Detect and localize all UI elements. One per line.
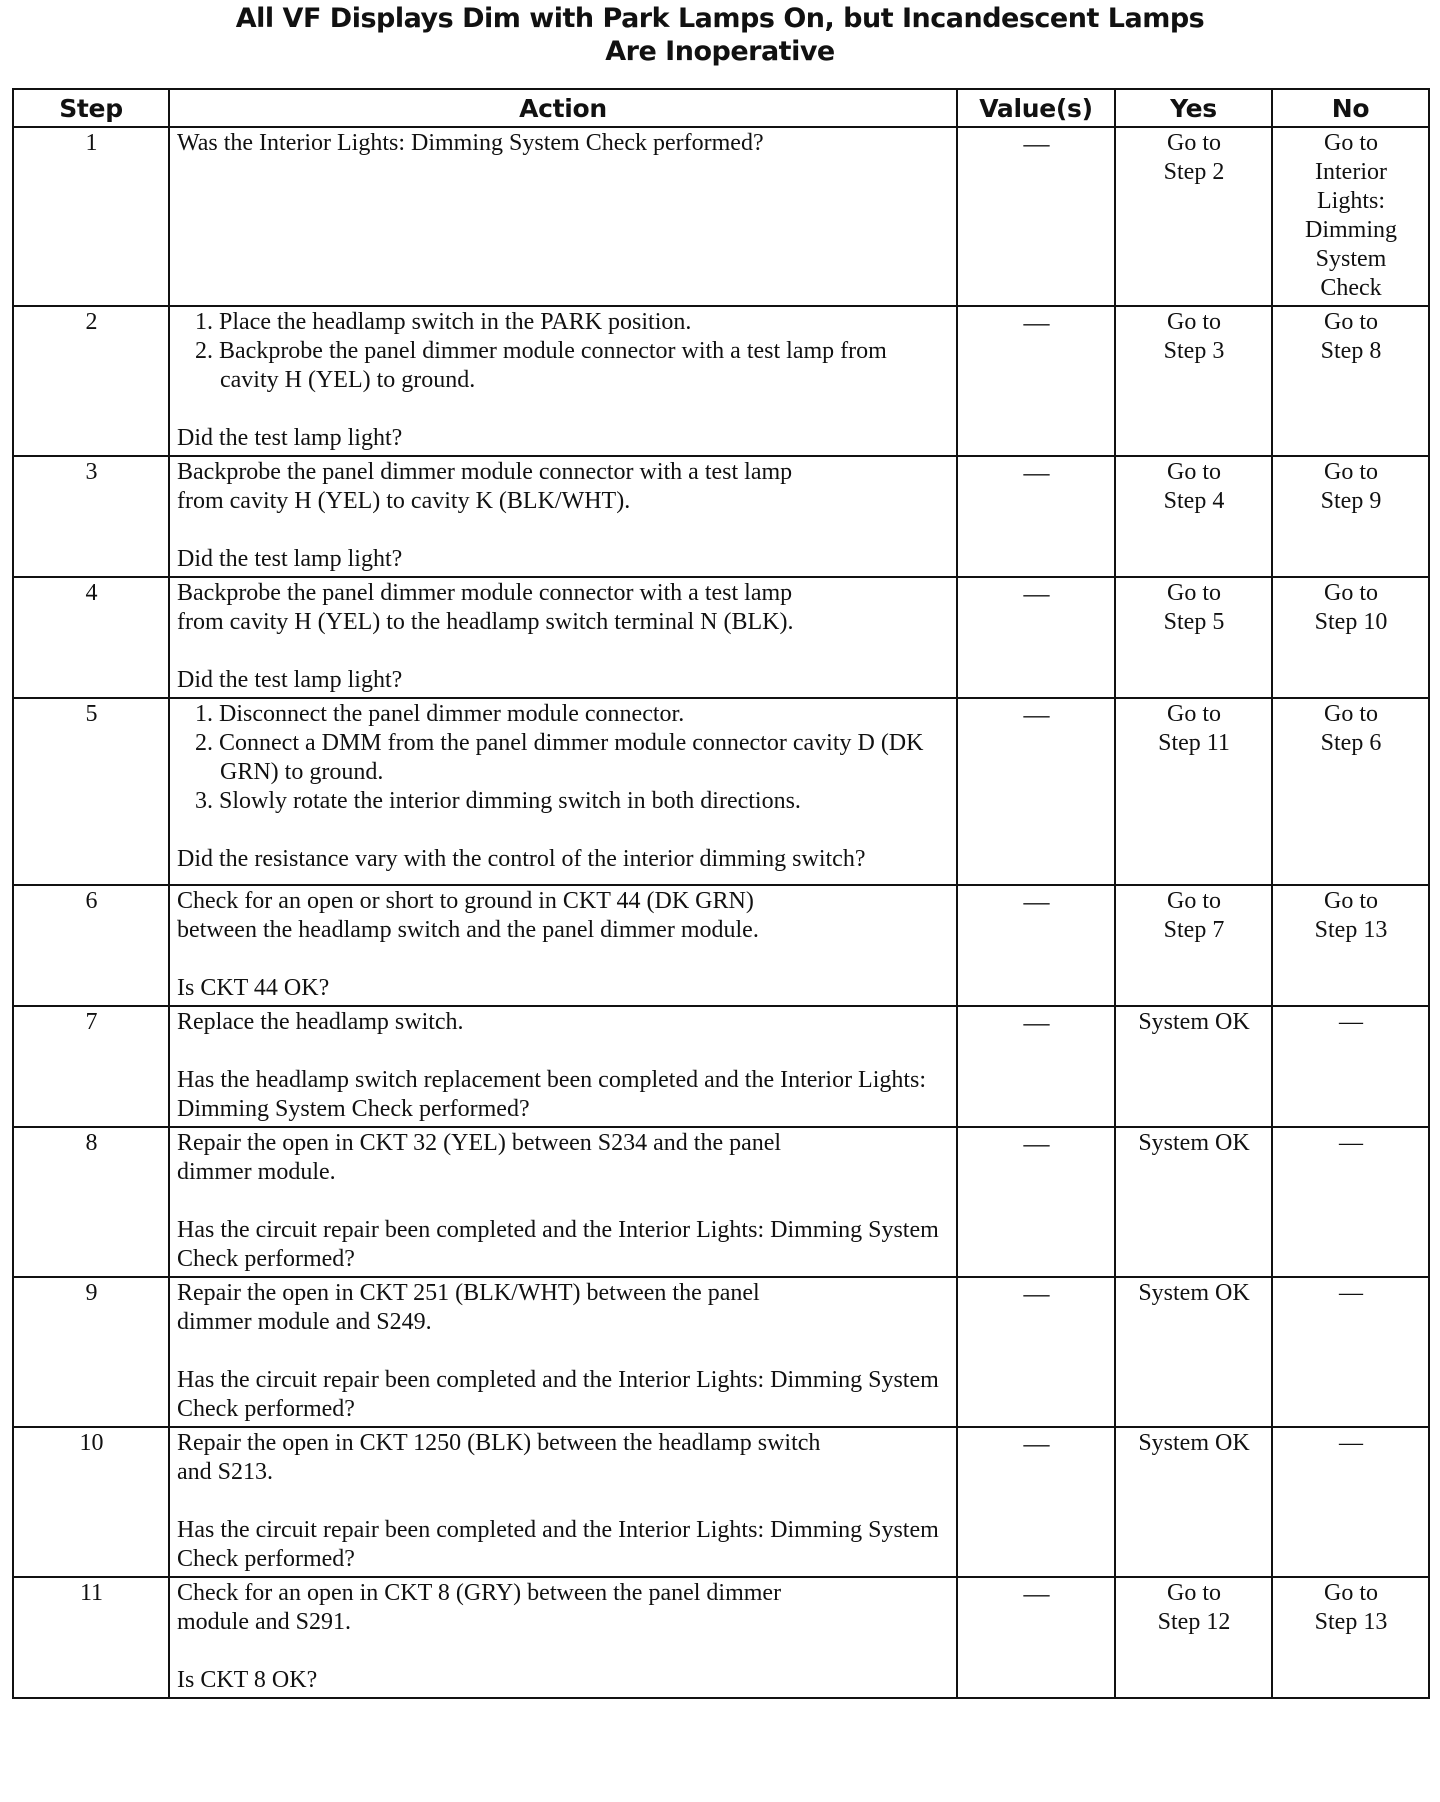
- action-question: Has the headlamp switch replacement been completed and the Interior Lights: Dimming System Check performed?: [177, 1067, 927, 1122]
- no-text-line: Go to: [1324, 130, 1378, 156]
- yes-text-line: Go to: [1167, 459, 1221, 485]
- no-text-line: Go to: [1324, 309, 1378, 335]
- action-text-line: Check for an open in CKT 8 (GRY) between the panel dimmer: [177, 1580, 782, 1606]
- table-row: [13, 1277, 1429, 1427]
- action-cell: [169, 1277, 957, 1427]
- step-number-cell: 2: [13, 306, 169, 456]
- column-header-action: Action: [169, 89, 957, 127]
- value-cell: —: [957, 127, 1115, 306]
- page-title-line-2: Are Inoperative: [605, 36, 835, 67]
- action-cell: [169, 1577, 957, 1698]
- action-text-line: Repair the open in CKT 1250 (BLK) between the headlamp switch: [177, 1430, 821, 1456]
- action-spacer: [177, 637, 950, 666]
- yes-text-line: System OK: [1138, 1280, 1250, 1306]
- action-text-line: Backprobe the panel dimmer module connector with a test lamp: [177, 459, 793, 485]
- no-cell: [1272, 306, 1429, 456]
- no-text-line: Go to: [1324, 888, 1378, 914]
- yes-cell: [1115, 306, 1272, 456]
- yes-cell: [1115, 456, 1272, 577]
- no-cell: [1272, 1427, 1429, 1577]
- yes-text-line: Step 2: [1163, 159, 1225, 185]
- action-text-line: Replace the headlamp switch.: [177, 1009, 464, 1035]
- action-cell: [169, 1127, 957, 1277]
- no-text-line: Step 8: [1320, 338, 1382, 364]
- action-text-line: module and S291.: [177, 1609, 351, 1635]
- yes-cell: [1115, 885, 1272, 1006]
- yes-text-line: Go to: [1167, 580, 1221, 606]
- action-question: Did the test lamp light?: [177, 667, 403, 693]
- action-text-line: Repair the open in CKT 251 (BLK/WHT) between the panel: [177, 1280, 760, 1306]
- table-row: [13, 885, 1429, 1006]
- table-row: [13, 306, 1429, 456]
- action-step-item: 3. Slowly rotate the interior dimming switch in both directions.: [195, 788, 801, 814]
- action-text-line: from cavity H (YEL) to the headlamp switch terminal N (BLK).: [177, 609, 794, 635]
- action-cell: [169, 577, 957, 698]
- action-question: Has the circuit repair been completed and the Interior Lights: Dimming System Check performed?: [177, 1367, 939, 1422]
- action-question: Has the circuit repair been completed and the Interior Lights: Dimming System Check performed?: [177, 1217, 939, 1272]
- no-text-line: Step 6: [1320, 730, 1382, 756]
- action-text-line: Backprobe the panel dimmer module connector with a test lamp: [177, 580, 793, 606]
- value-cell: —: [957, 698, 1115, 885]
- action-cell: [169, 1427, 957, 1577]
- yes-cell: [1115, 698, 1272, 885]
- action-spacer: [177, 516, 950, 545]
- step-number-cell: 3: [13, 456, 169, 577]
- table-row: [13, 127, 1429, 306]
- table-row: [13, 1006, 1429, 1127]
- yes-text-line: System OK: [1138, 1430, 1250, 1456]
- action-spacer: [177, 945, 950, 974]
- no-cell: [1272, 577, 1429, 698]
- no-cell: [1272, 1127, 1429, 1277]
- no-text-line: Go to: [1324, 459, 1378, 485]
- column-header-yes: Yes: [1115, 89, 1272, 127]
- yes-text-line: Step 11: [1158, 730, 1230, 756]
- step-number-cell: 1: [13, 127, 169, 306]
- yes-text-line: Go to: [1167, 701, 1221, 727]
- action-step-item: 1. Disconnect the panel dimmer module connector.: [195, 701, 685, 727]
- no-text-line: System: [1315, 246, 1387, 272]
- action-text-line: dimmer module and S249.: [177, 1309, 432, 1335]
- action-cell: [169, 127, 957, 306]
- no-text-line: —: [1339, 1280, 1363, 1306]
- value-cell: —: [957, 456, 1115, 577]
- yes-text-line: Go to: [1167, 130, 1221, 156]
- no-text-line: —: [1339, 1430, 1363, 1456]
- action-cell: [169, 698, 957, 885]
- action-step-list: [177, 308, 950, 395]
- action-step-item: 1. Place the headlamp switch in the PARK position.: [195, 309, 692, 335]
- no-text-line: Go to: [1324, 580, 1378, 606]
- action-question: Has the circuit repair been completed and the Interior Lights: Dimming System Check performed?: [177, 1517, 939, 1572]
- no-cell: [1272, 127, 1429, 306]
- action-text-line: Was the Interior Lights: Dimming System Check performed?: [177, 130, 764, 156]
- value-cell: —: [957, 885, 1115, 1006]
- action-step-item: 2. Backprobe the panel dimmer module connector with a test lamp from cavity H (YEL) to ground.: [195, 338, 887, 393]
- no-cell: [1272, 698, 1429, 885]
- yes-text-line: Step 3: [1163, 338, 1225, 364]
- yes-cell: [1115, 1006, 1272, 1127]
- action-question: Is CKT 8 OK?: [177, 1667, 318, 1693]
- step-number-cell: 5: [13, 698, 169, 885]
- no-text-line: Step 9: [1320, 488, 1382, 514]
- no-text-line: Step 13: [1314, 1609, 1388, 1635]
- action-spacer: [177, 1487, 950, 1516]
- action-text-line: Repair the open in CKT 32 (YEL) between S234 and the panel: [177, 1130, 782, 1156]
- step-number-cell: 6: [13, 885, 169, 1006]
- action-question: Did the test lamp light?: [177, 546, 403, 572]
- yes-text-line: System OK: [1138, 1009, 1250, 1035]
- value-cell: —: [957, 306, 1115, 456]
- action-text-line: between the headlamp switch and the panel dimmer module.: [177, 917, 759, 943]
- yes-text-line: Step 4: [1163, 488, 1225, 514]
- no-text-line: —: [1339, 1009, 1363, 1035]
- yes-text-line: System OK: [1138, 1130, 1250, 1156]
- page-title: [0, 2, 1440, 68]
- no-text-line: Lights:: [1316, 188, 1385, 214]
- table-row: [13, 1427, 1429, 1577]
- yes-cell: [1115, 1577, 1272, 1698]
- no-text-line: Go to: [1324, 701, 1378, 727]
- yes-text-line: Go to: [1167, 888, 1221, 914]
- action-cell: [169, 885, 957, 1006]
- yes-cell: [1115, 127, 1272, 306]
- no-cell: [1272, 1277, 1429, 1427]
- table-header: [13, 89, 1429, 127]
- header-row: [13, 89, 1429, 127]
- no-cell: [1272, 456, 1429, 577]
- yes-text-line: Go to: [1167, 309, 1221, 335]
- yes-text-line: Go to: [1167, 1580, 1221, 1606]
- action-question: Did the test lamp light?: [177, 425, 403, 451]
- table-row: [13, 1577, 1429, 1698]
- step-number-cell: 10: [13, 1427, 169, 1577]
- action-spacer: [177, 816, 950, 845]
- action-text-line: dimmer module.: [177, 1159, 336, 1185]
- value-cell: —: [957, 1577, 1115, 1698]
- table-row: [13, 577, 1429, 698]
- no-text-line: Check: [1320, 275, 1382, 301]
- no-text-line: Dimming: [1304, 217, 1397, 243]
- table-row: [13, 456, 1429, 577]
- column-header-values: Value(s): [957, 89, 1115, 127]
- yes-text-line: Step 5: [1163, 609, 1225, 635]
- step-number-cell: 9: [13, 1277, 169, 1427]
- value-cell: —: [957, 1127, 1115, 1277]
- column-header-step: Step: [13, 89, 169, 127]
- action-cell: [169, 1006, 957, 1127]
- no-text-line: Step 13: [1314, 917, 1388, 943]
- action-step-item: 2. Connect a DMM from the panel dimmer module connector cavity D (DK GRN) to ground.: [195, 730, 924, 785]
- table-body: [13, 127, 1429, 1698]
- value-cell: —: [957, 1427, 1115, 1577]
- action-text-line: and S213.: [177, 1459, 273, 1485]
- step-number-cell: 4: [13, 577, 169, 698]
- action-spacer: [177, 1637, 950, 1666]
- no-cell: [1272, 1577, 1429, 1698]
- yes-cell: [1115, 1277, 1272, 1427]
- diagnostic-table: [12, 88, 1430, 1699]
- page-title-line-1: All VF Displays Dim with Park Lamps On, but Incandescent Lamps: [235, 3, 1205, 34]
- value-cell: —: [957, 1006, 1115, 1127]
- yes-cell: [1115, 1427, 1272, 1577]
- no-text-line: Interior: [1315, 159, 1387, 185]
- no-text-line: Step 10: [1314, 609, 1388, 635]
- yes-text-line: Step 12: [1157, 1609, 1231, 1635]
- no-text-line: Go to: [1324, 1580, 1378, 1606]
- action-step-list: [177, 700, 950, 816]
- value-cell: —: [957, 1277, 1115, 1427]
- action-question: Is CKT 44 OK?: [177, 975, 330, 1001]
- column-header-no: No: [1272, 89, 1429, 127]
- table-row: [13, 698, 1429, 885]
- step-number-cell: 11: [13, 1577, 169, 1698]
- no-cell: [1272, 1006, 1429, 1127]
- action-text-line: from cavity H (YEL) to cavity K (BLK/WHT).: [177, 488, 631, 514]
- no-cell: [1272, 885, 1429, 1006]
- yes-cell: [1115, 1127, 1272, 1277]
- action-spacer: [177, 1037, 950, 1066]
- step-number-cell: 7: [13, 1006, 169, 1127]
- value-cell: —: [957, 577, 1115, 698]
- action-cell: [169, 306, 957, 456]
- action-spacer: [177, 395, 950, 424]
- step-number-cell: 8: [13, 1127, 169, 1277]
- action-text-line: Check for an open or short to ground in CKT 44 (DK GRN): [177, 888, 754, 914]
- action-spacer: [177, 1187, 950, 1216]
- table-row: [13, 1127, 1429, 1277]
- action-spacer: [177, 1337, 950, 1366]
- no-text-line: —: [1339, 1130, 1363, 1156]
- action-cell: [169, 456, 957, 577]
- action-question: Did the resistance vary with the control of the interior dimming switch?: [177, 846, 866, 872]
- yes-cell: [1115, 577, 1272, 698]
- yes-text-line: Step 7: [1163, 917, 1225, 943]
